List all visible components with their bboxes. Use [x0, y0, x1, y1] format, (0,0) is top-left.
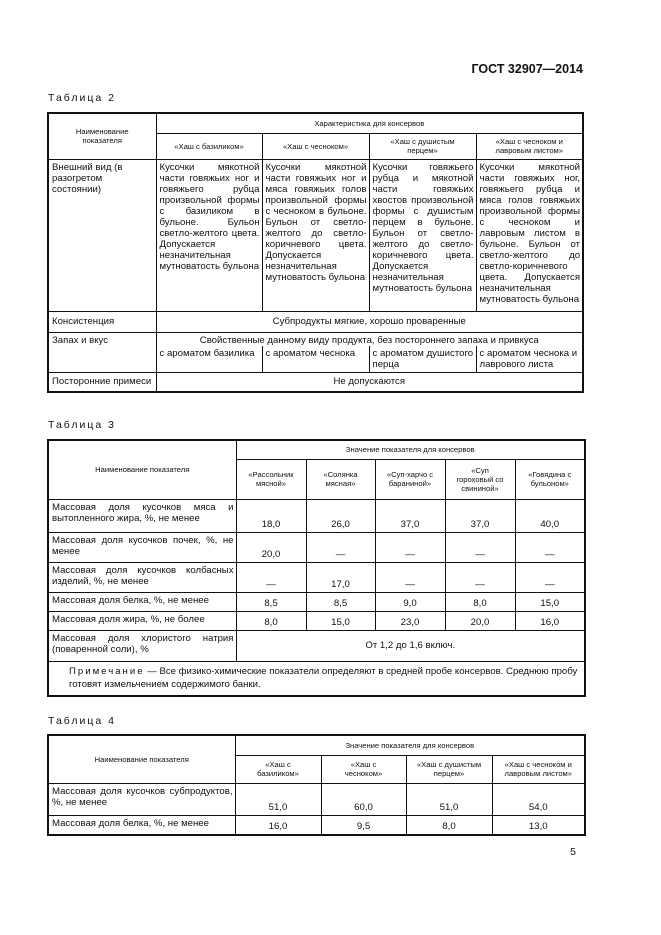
- table4-cell: 16,0: [235, 815, 321, 835]
- table4-cell: 8,0: [406, 815, 492, 835]
- table3-cell: 37,0: [445, 499, 515, 532]
- appearance-value: Кусочки мякотной части говяжьих ног, говяжьего рубца и мяса голов говяжьих произвольной формы с чесноком и лавровым листом в бульоне. Бульон от светло-желтого до светло-коричневого цвета. Допускается незначительная мутноватость бульона: [476, 159, 583, 311]
- smell-value: с ароматом чеснока и лаврового листа: [476, 346, 583, 373]
- table4-row-label: Массовая доля кусочков субпродуктов, %, не менее: [48, 783, 235, 815]
- table3-row-label: Массовая доля жира, %, не более: [48, 611, 236, 630]
- table3-col-header: «Рассольник мясной»: [236, 459, 306, 499]
- consistency-value: Субпродукты мягкие, хорошо проваренные: [156, 311, 583, 332]
- table3-cell: 40,0: [515, 499, 585, 532]
- smell-common: Свойственные данному виду продукта, без постороннего запаха и привкуса: [156, 332, 583, 346]
- smell-label: Запах и вкус: [48, 332, 156, 372]
- table4-cell: 13,0: [492, 815, 585, 835]
- table4-group-header: Значение показателя для консервов: [235, 735, 585, 755]
- smell-value: с ароматом чеснока: [262, 346, 369, 373]
- table3-col-header: «Суп-харчо с бараниной»: [375, 459, 445, 499]
- table3-cell: 18,0: [236, 499, 306, 532]
- appearance-value: Кусочки говяжьего рубца и мякотной части говяжьих хвостов произвольной формы с душистым перцем в бульоне. Бульон от светло-желтого до светло-коричневого цвета. Допускается незначительная мутноватость бульона: [369, 159, 476, 311]
- table3-caption: Таблица 3: [48, 419, 116, 431]
- table4-cell: 51,0: [235, 783, 321, 815]
- table3-cell: —: [515, 532, 585, 562]
- table3-cell: —: [375, 562, 445, 592]
- table4-col-header: «Хаш с душистым перцем»: [406, 755, 492, 783]
- consistency-label: Консистенция: [48, 311, 156, 332]
- salt-label: Массовая доля хлористого натрия (поваренной соли), %: [48, 630, 236, 661]
- table4-col-header: «Хаш с чесноком и лавровым листом»: [492, 755, 585, 783]
- appearance-value: Кусочки мякотной части говяжьих ног и мяса говяжьих голов произвольной формы с чесноком в бульоне. Бульон от светло-желтого до светло-коричневого цвета. Допускается незначительная мутноватость бульона: [262, 159, 369, 311]
- table4-cell: 51,0: [406, 783, 492, 815]
- table3-col-header: «Говядина с бульоном»: [515, 459, 585, 499]
- table3-cell: —: [515, 562, 585, 592]
- table4-row-label: Массовая доля белка, %, не менее: [48, 815, 235, 835]
- table4-cell: 60,0: [321, 783, 406, 815]
- table3-cell: 37,0: [375, 499, 445, 532]
- document-code: ГОСТ 32907—2014: [471, 62, 583, 76]
- table2-group-header: Характеристика для консервов: [156, 113, 583, 133]
- table2-col-header: «Хаш с базиликом»: [156, 133, 262, 159]
- table2-col-header: «Хаш с чесноком»: [262, 133, 369, 159]
- table2-col-header: «Хаш с душистым перцем»: [369, 133, 476, 159]
- appearance-label: Внешний вид (в разогретом состоянии): [48, 159, 156, 311]
- table2-corner-header: Наименование показателя: [48, 113, 156, 159]
- impurities-value: Не допускаются: [156, 372, 583, 392]
- table3-row-label: Массовая доля кусочков мяса и вытопленного жира, %, не менее: [48, 499, 236, 532]
- table-2: [47, 112, 584, 393]
- table4-col-header: «Хаш с чесноком»: [321, 755, 406, 783]
- table3-row-label: Массовая доля кусочков колбасных изделий, %, не менее: [48, 562, 236, 592]
- smell-value: с ароматом душистого перца: [369, 346, 476, 373]
- table4-cell: 9,5: [321, 815, 406, 835]
- table-3: [47, 439, 586, 697]
- salt-value: От 1,2 до 1,6 включ.: [236, 630, 585, 661]
- table3-group-header: Значение показателя для консервов: [236, 440, 585, 459]
- table3-cell: 15,0: [306, 611, 375, 630]
- table3-corner-header: Наименование показателя: [48, 440, 236, 499]
- table3-cell: 8,5: [306, 592, 375, 611]
- smell-value: с ароматом базилика: [156, 346, 262, 373]
- table3-cell: 23,0: [375, 611, 445, 630]
- table3-cell: —: [375, 532, 445, 562]
- table2-caption: Таблица 2: [48, 92, 116, 104]
- table3-row-label: Массовая доля кусочков почек, %, не менее: [48, 532, 236, 562]
- table3-cell: 8,5: [236, 592, 306, 611]
- page-number: 5: [570, 846, 576, 858]
- table3-cell: 16,0: [515, 611, 585, 630]
- table4-corner-header: Наименование показателя: [48, 735, 235, 783]
- table2-col-header: «Хаш с чесноком и лавровым листом»: [476, 133, 583, 159]
- table3-row-label: Массовая доля белка, %, не менее: [48, 592, 236, 611]
- table3-cell: 8,0: [236, 611, 306, 630]
- table4-col-header: «Хаш с базиликом»: [235, 755, 321, 783]
- table3-cell: —: [445, 532, 515, 562]
- table-4: [47, 734, 586, 836]
- table3-col-header: «Солянка мясная»: [306, 459, 375, 499]
- table3-cell: 15,0: [515, 592, 585, 611]
- appearance-value: Кусочки мякотной части говяжьих ног и говяжьего рубца произвольной формы с базиликом в бульоне. Бульон светло-желтого цвета. Допускается незначительная мутноватость бульона: [156, 159, 262, 311]
- note-label: Примечание: [69, 665, 145, 677]
- table3-cell: 20,0: [445, 611, 515, 630]
- table3-cell: —: [445, 562, 515, 592]
- table3-col-header: «Суп гороховый со свининой»: [445, 459, 515, 499]
- table3-cell: 20,0: [236, 532, 306, 562]
- impurities-label: Посторонние примеси: [48, 372, 156, 392]
- note-text: — Все физико-химические показатели определяют в средней пробе консервов. Среднюю пробу готовят измельчением содержимого банки.: [69, 665, 578, 690]
- table3-cell: 9,0: [375, 592, 445, 611]
- table3-cell: —: [306, 532, 375, 562]
- table4-cell: 54,0: [492, 783, 585, 815]
- table3-cell: 26,0: [306, 499, 375, 532]
- table3-note: [48, 661, 585, 696]
- table3-cell: —: [236, 562, 306, 592]
- table3-cell: 17,0: [306, 562, 375, 592]
- table4-caption: Таблица 4: [48, 715, 116, 727]
- table3-cell: 8,0: [445, 592, 515, 611]
